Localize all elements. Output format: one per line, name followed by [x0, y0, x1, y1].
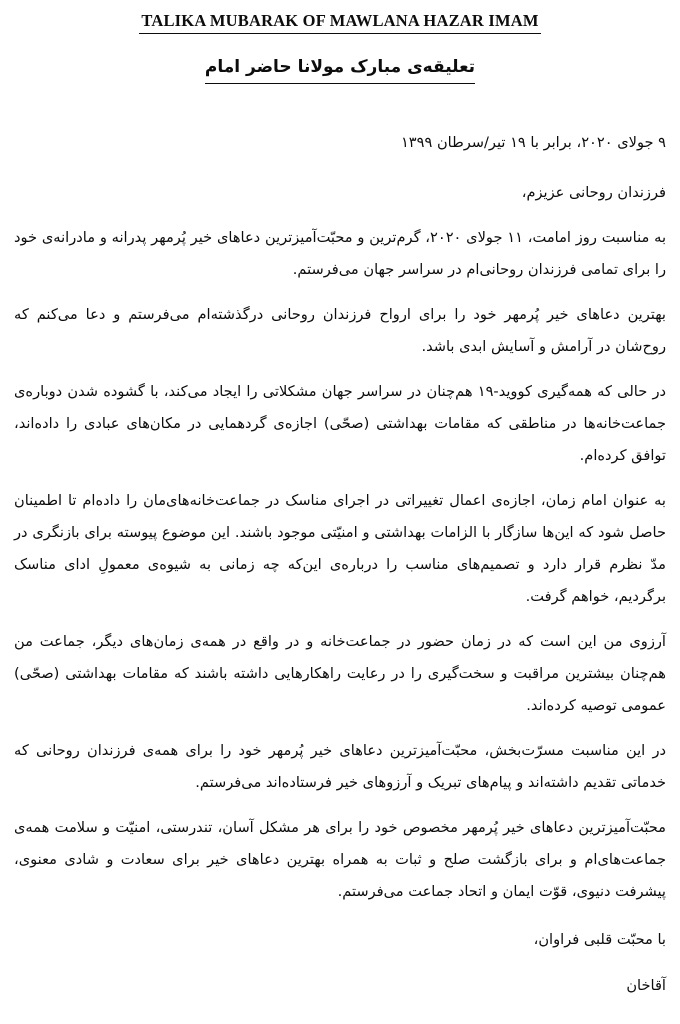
closing-salutation: با محبّت قلبی فراوان، — [533, 931, 666, 949]
body-paragraph-3: در حالی که همه‌گیری کووید-۱۹ هم‌چنان در سراسر جهان مشکلاتی را ایجاد می‌کند، با گشوده شدن دوباره‌ی جماعت‌خانه‌ها در مناطقی که مقامات بهداشتی (صحّی) اجازه‌ی گردهمایی در مکان‌های عبادی را داده‌اند، توافق کرده‌ام. — [14, 383, 666, 465]
page-title-persian — [14, 34, 666, 85]
page-title-english-text: TALIKA MUBARAK OF MAWLANA HAZAR IMAM — [139, 11, 540, 34]
salutation: فرزندان روحانی عزیزم، — [521, 184, 666, 202]
page-title-persian-text: تعلیقه‌ی مبارک مولانا حاضر امام — [205, 55, 475, 85]
body-paragraph-4: به عنوان امام زمان، اجازه‌ی اعمال تغییراتی در اجرای مناسک در جماعت‌خانه‌های‌مان را داده‌ام تا اطمینان حاصل شود که این‌ها سازگار با الزامات بهداشتی و امنیّتی موجود باشند. این موضوع پیوسته برای بازنگری در مدّ نظرم قرار دارد و تصمیم‌های مناسب را درباره‌ی این‌که چه زمانی به شیوه‌ی معمولِ ادای مناسک برگردیم، خواهم گرفت. — [14, 492, 666, 606]
body-paragraph-2: بهترین دعاهای خیر پُرمهر خود را برای ارواح فرزندان روحانی درگذشته‌ام می‌فرستم و دعا می‌کنم که روح‌شان در آرامش و آسایش ابدی باشد. — [14, 306, 666, 356]
page-title-english — [14, 0, 666, 34]
body-paragraph-1: به مناسبت روز امامت، ۱۱ جولای ۲۰۲۰، گرم‌ترین و محبّت‌آمیزترین دعاهای خیر پُرمهر پدرانه و مادرانه‌ی خود را برای تمامی فرزندان روحانی‌ام در سراسر جهان می‌فرستم. — [14, 229, 667, 279]
body-paragraph-5: آرزوی من این است که در زمان حضور در جماعت‌خانه و در واقع در همه‌ی زمان‌های دیگر، جماعت من هم‌چنان بیشترین مراقبت و سخت‌گیری را در رعایت راهکارهایی داشته باشند که مقامات بهداشتی (صحّی) عمومی توصیه کرده‌اند. — [14, 633, 666, 715]
signature: آقاخان — [626, 977, 666, 995]
body-paragraph-6: در این مناسبت مسرّت‌بخش، محبّت‌آمیزترین دعاهای خیر پُرمهر خود را برای همه‌ی فرزندان روحانی که خدماتی تقدیم داشته‌اند و پیام‌های تبریک و آرزوهای خیر فرستاده‌اند می‌فرستم. — [14, 742, 666, 792]
date-line: ۹ جولای ۲۰۲۰، برابر با ۱۹ تیر/سرطان ۱۳۹۹ — [400, 134, 666, 152]
body-paragraph-7: محبّت‌آمیزترین دعاهای خیر پُرمهر مخصوص خود را برای هر مشکل آسان، تندرستی، امنیّت و سلامت همه‌ی جماعت‌های‌ام و برای بازگشت صلح و ثبات به همراه بهترین دعاهای خیر برای سعادت و شادی معنوی، پیشرفت دنیوی، قوّت ایمان و اتحاد جماعت می‌فرستم. — [14, 819, 666, 901]
